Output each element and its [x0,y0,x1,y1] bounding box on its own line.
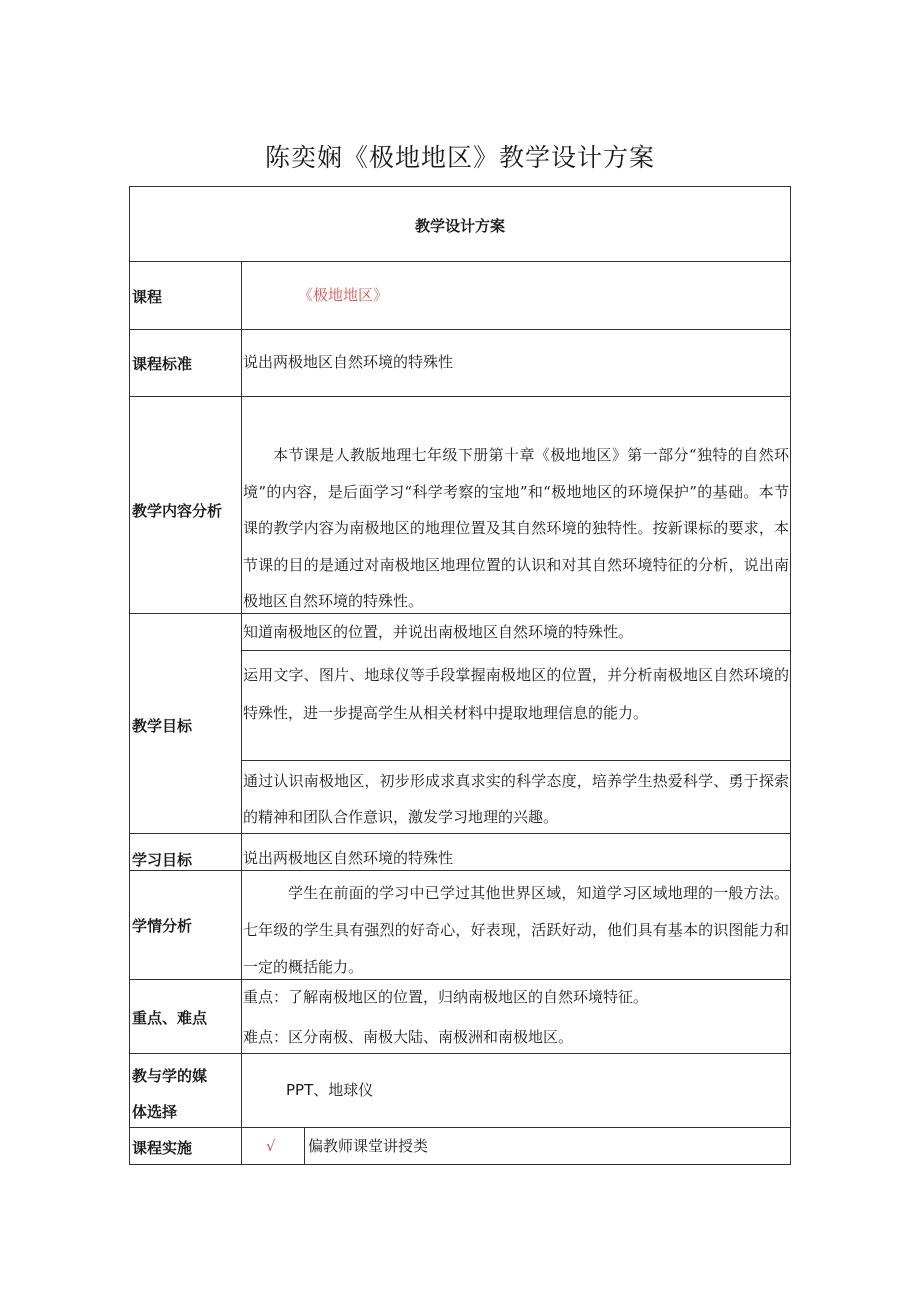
lesson-plan-table [129,186,791,1165]
row-divider [241,650,790,651]
media-value: PPT、地球仪 [286,1081,374,1099]
learning-goals-label: 学习目标 [132,851,193,869]
content-analysis-label: 教学内容分析 [132,502,223,520]
goal-process: 运用文字、图片、地球仪等手段掌握南极地区的位置，并分析南极地区自然环境的特殊性，进一步提高学生从相关材料中提取地理信息的能力。 [243,666,789,722]
student-analysis-text: 学生在前面的学习中已学过其他世界区域，知道学习区域地理的一般方法。七年级的学生具有强烈的好奇心，好表现，活跃好动，他们具有基本的识图能力和一定的概括能力。 [243,884,789,976]
row-divider [130,1127,790,1128]
media-label-line2: 体选择 [132,1103,178,1121]
document-title: 陈奕娴《极地地区》教学设计方案 [264,143,655,172]
standard-label: 课程标准 [132,355,193,373]
learning-goals-value: 说出两极地区自然环境的特殊性 [243,849,454,867]
course-label: 课程 [132,288,163,306]
implementation-value: 偏教师课堂讲授类 [308,1137,429,1155]
column-divider [241,261,242,1165]
row-divider [130,870,790,871]
difficult-point-text: 难点：区分南极、南极大陆、南极洲和南极地区。 [243,1028,574,1046]
media-label-line1: 教与学的媒 [132,1067,208,1085]
keypoints-label: 重点、难点 [132,1009,208,1027]
table-header: 教学设计方案 [414,217,505,235]
student-analysis-label: 学情分析 [132,917,193,935]
content-analysis-text: 本节课是人教版地理七年级下册第十章《极地地区》第一部分“独特的自然环境”的内容，是后面学习“科学考察的宝地”和“极地地区的环境保护”的基础。本节课的教学内容为南极地区的地理位置及其自然环境的独特性。按新课标的要求，本节课的目的是通过对南极地区地理位置的认识和对其自然环境特征的分析，说出南极地区自然环境的特殊性。 [243,446,789,610]
row-divider [130,396,790,397]
row-divider [130,329,790,330]
goal-attitude: 通过认识南极地区，初步形成求真求实的科学态度，培养学生热爱科学、勇于探索的精神和团队合作意识，激发学习地理的兴趣。 [243,772,789,826]
key-point-text: 重点：了解南极地区的位置，归纳南极地区的自然环境特征。 [243,988,649,1006]
implementation-label: 课程实施 [132,1139,193,1157]
column-divider [304,1127,305,1165]
standard-value: 说出两极地区自然环境的特殊性 [243,353,454,371]
checkmark-icon: √ [266,1137,276,1155]
row-divider [241,760,790,761]
goal-knowledge: 知道南极地区的位置，并说出南极地区自然环境的特殊性。 [243,623,634,641]
course-value: 《极地地区》 [298,286,389,304]
teaching-goals-label: 教学目标 [132,717,193,735]
row-divider [130,261,790,262]
